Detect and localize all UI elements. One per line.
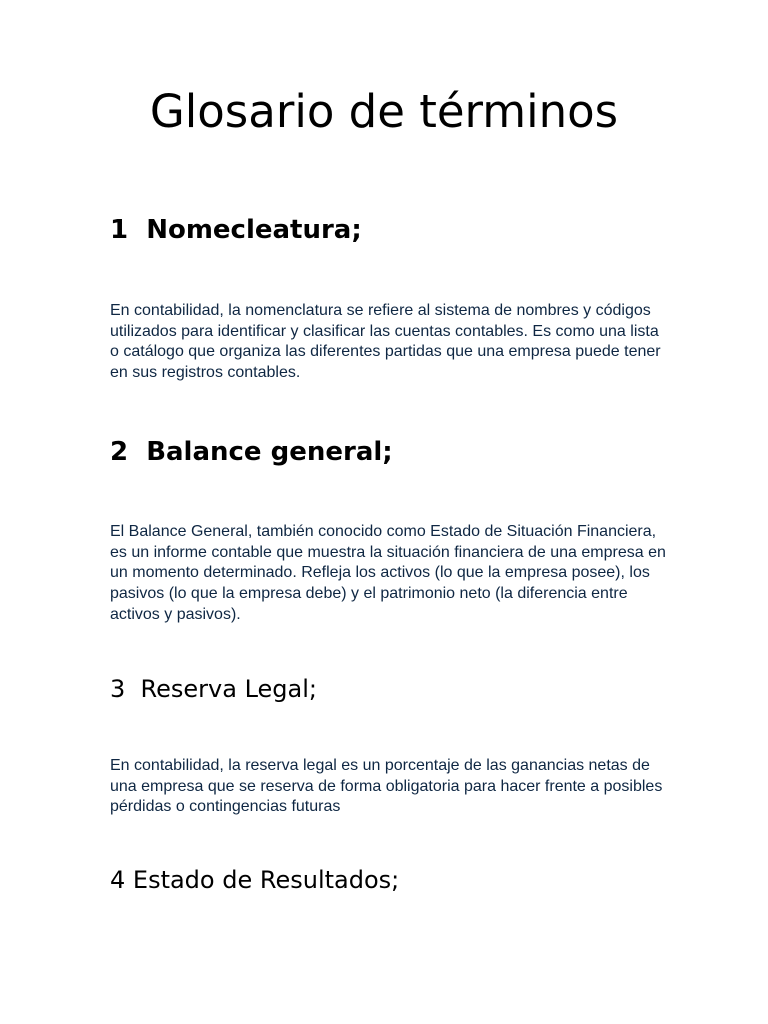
section-body-nomenclatura: En contabilidad, la nomenclatura se refiere al sistema de nombres y códigos utilizados para identificar y clasificar las cuentas contables. Es como una lista o catálogo que organiza las diferentes partidas que una empresa puede tener en sus registros contables. <box>110 302 661 382</box>
section-body-reserva-legal: En contabilidad, la reserva legal es un porcentaje de las ganancias netas de una empresa que se reserva de forma obligatoria para hacer frente a posibles pérdidas o contingencias futuras <box>110 757 663 816</box>
section-heading-balance-general: 2 Balance general; <box>110 437 393 467</box>
section-body-balance-general: El Balance General, también conocido como Estado de Situación Financiera, es un informe contable que muestra la situación financiera de una empresa en un momento determinado. Refleja los activos (lo que la empresa posee), los pasivos (lo que la empresa debe) y el patrimonio neto (la diferencia entre activos y pasivos). <box>110 523 666 623</box>
section-heading-estado-de-resultados: 4 Estado de Resultados; <box>110 866 400 894</box>
section-heading-nomenclatura: 1 Nomecleatura; <box>110 215 362 245</box>
section-heading-reserva-legal: 3 Reserva Legal; <box>110 675 317 703</box>
document-title: Glosario de términos <box>149 85 619 138</box>
